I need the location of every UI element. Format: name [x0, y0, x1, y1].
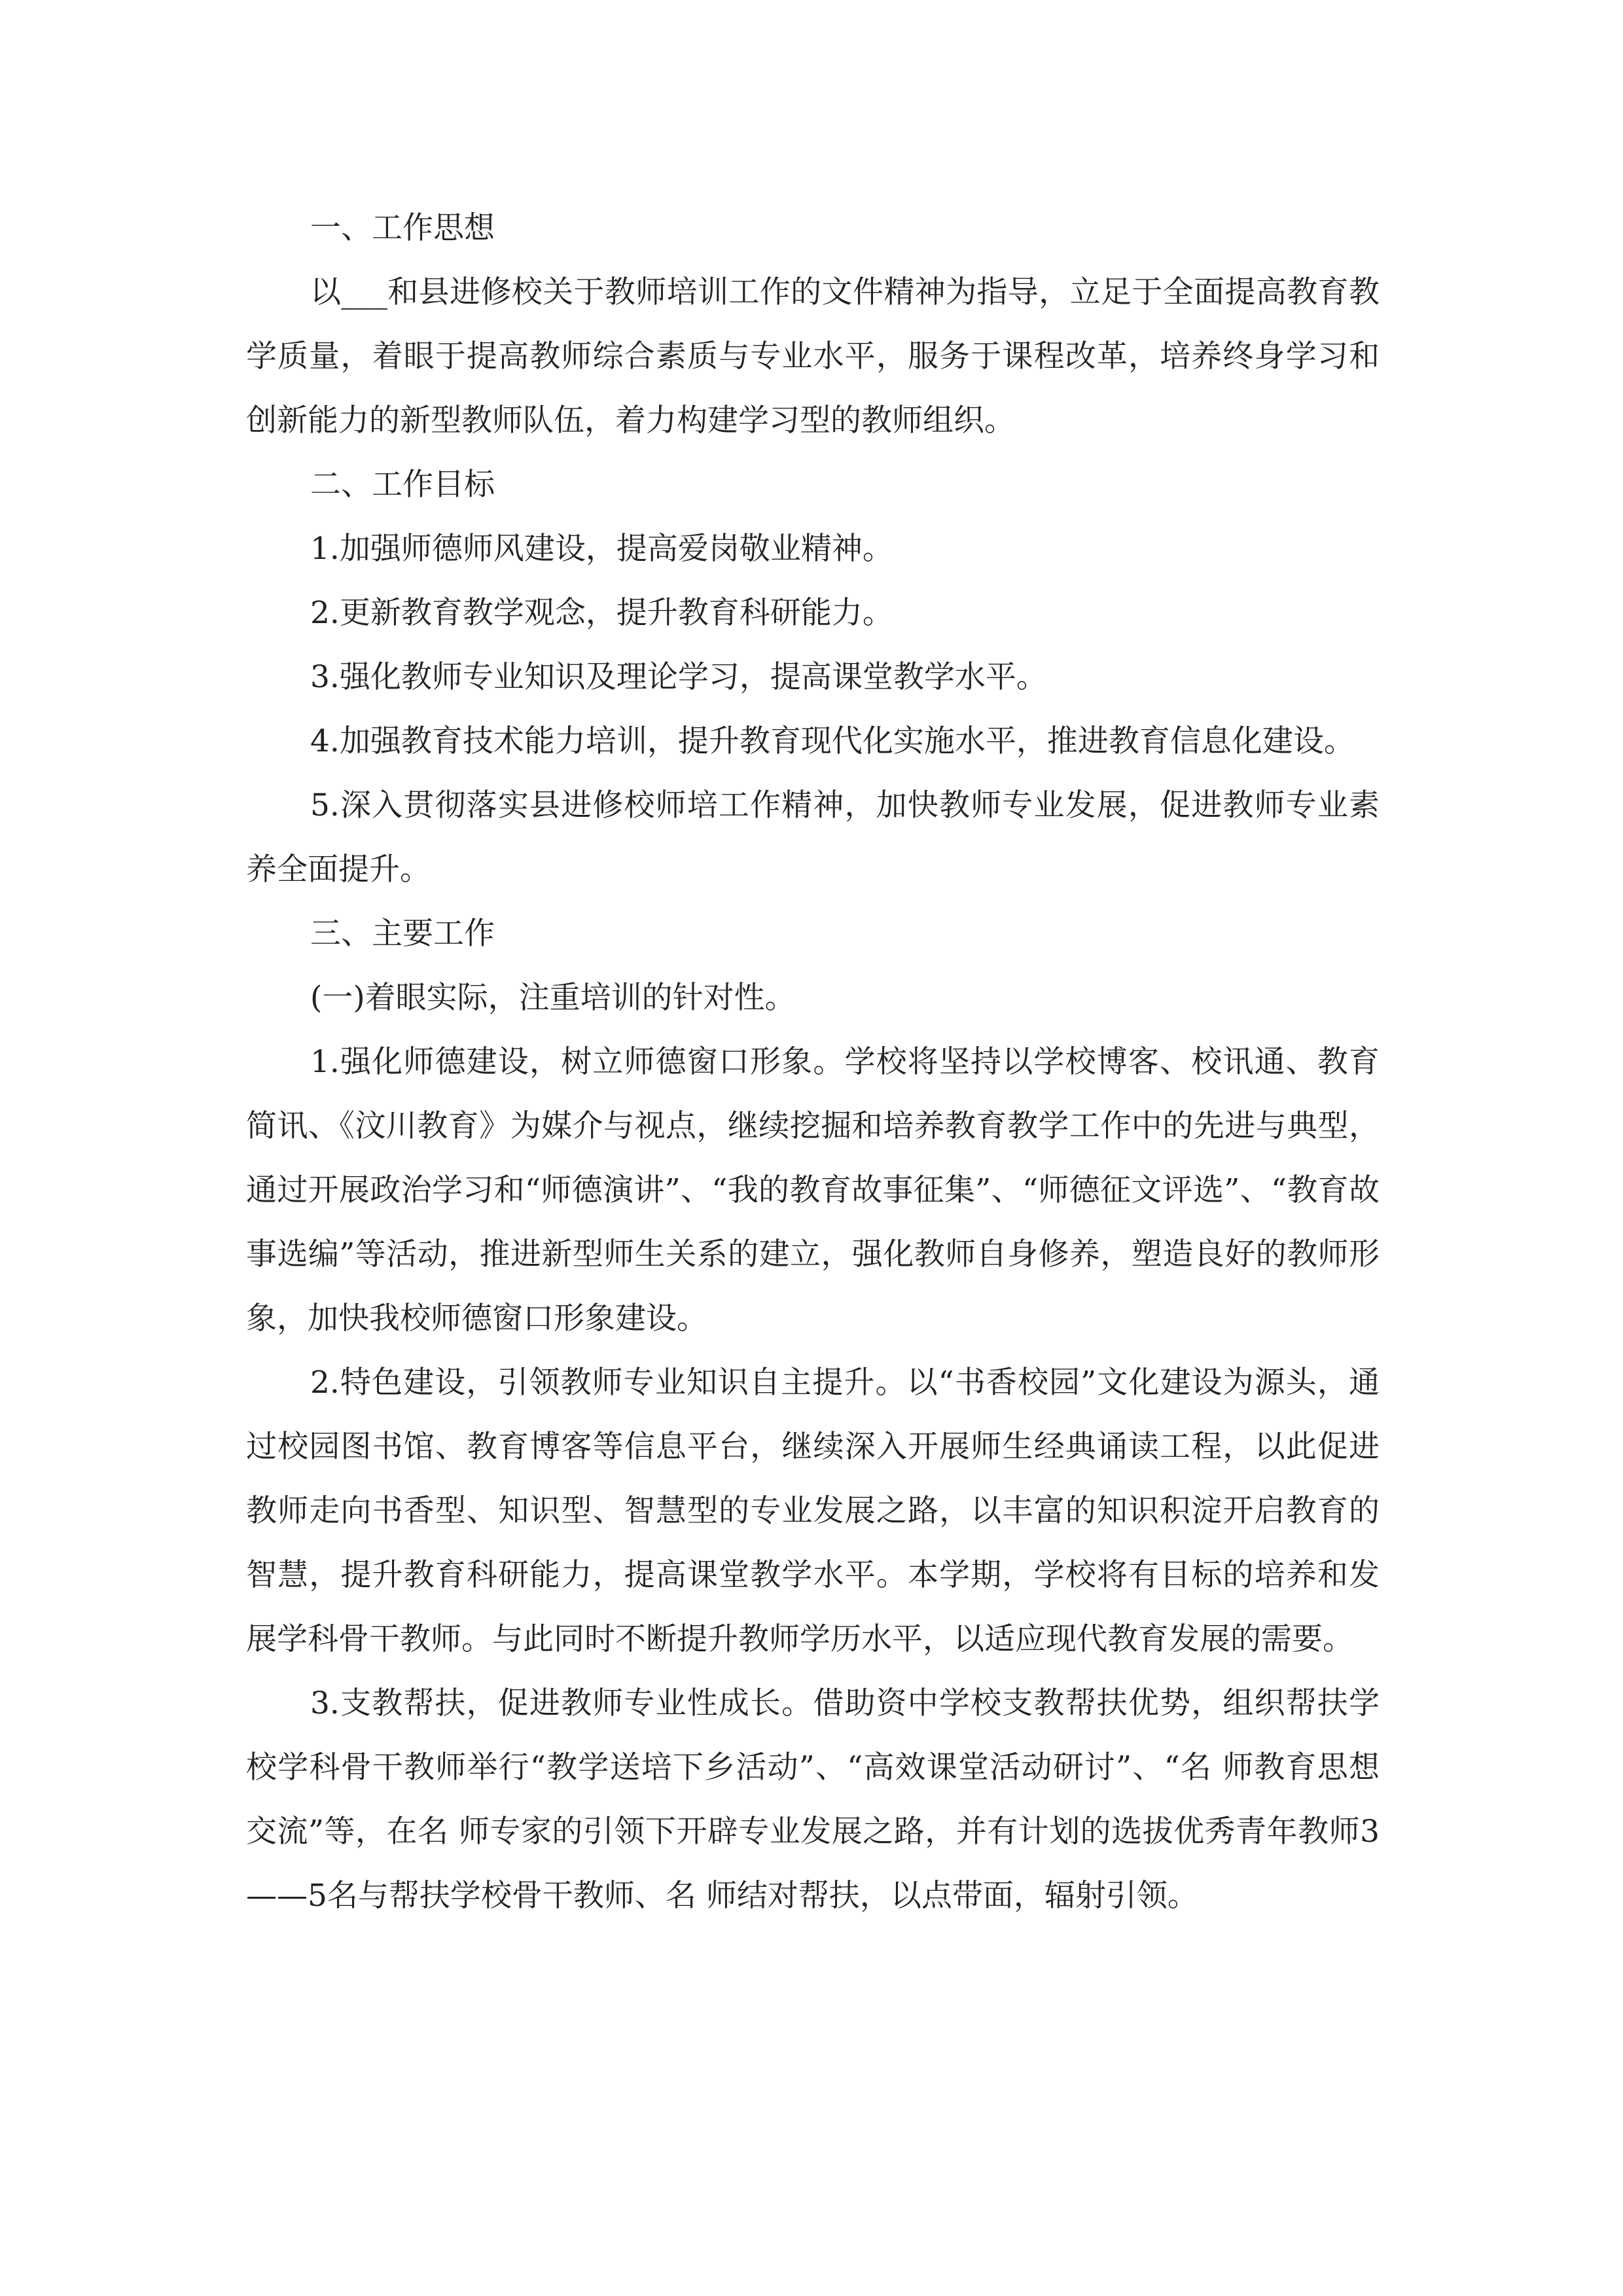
subheading-practical-focus: (一)着眼实际，注重培训的针对性。	[310, 980, 796, 1016]
heading-work-thought: 一、工作思想	[310, 210, 495, 246]
heading-work-goals: 二、工作目标	[310, 467, 495, 503]
goal-item-1: 1.加强师德师风建设，提高爱岗敬业精神。	[310, 531, 893, 567]
goal-item-4: 4.加强教育技术能力培训，提升教育现代化实施水平，推进教育信息化建设。	[310, 723, 1355, 759]
goal-item-2: 2.更新教育教学观念，提升教育科研能力。	[310, 595, 893, 631]
paragraph-work-thought: 以___和县进修校关于教师培训工作的文件精神为指导，立足于全面提高教育教学质量，着眼于提高教师综合素质与专业水平，服务于课程改革，培养终身学习和创新能力的新型教师队伍，着力构建学习型的教师组织。	[246, 274, 1380, 439]
goal-item-5: 5.深入贯彻落实县进修校师培工作精神，加快教师专业发展，促进教师专业素养全面提升。	[246, 787, 1380, 888]
work-item-3: 3.支教帮扶，促进教师专业性成长。借助资中学校支教帮扶优势，组织帮扶学校学科骨干教师举行“教学送培下乡活动”、“高效课堂活动研讨”、“名 师教育思想交流”等，在名 师专家的引领下开辟专业发展之路，并有计划的选拔优秀青年教师3——5名与帮扶学校骨干教师、名 师结对帮扶，以点带面，辐射引领。	[246, 1685, 1380, 1914]
work-item-1: 1.强化师德建设，树立师德窗口形象。学校将坚持以学校博客、校讯通、教育简讯、《汶川教育》为媒介与视点，继续挖掘和培养教育教学工作中的先进与典型，通过开展政治学习和“师德演讲”、“我的教育故事征集”、“师德征文评选”、“教育故事选编”等活动，推进新型师生关系的建立，强化教师自身修养，塑造良好的教师形象，加快我校师德窗口形象建设。	[246, 1044, 1380, 1336]
document-body	[246, 196, 1380, 1928]
work-item-2: 2.特色建设，引领教师专业知识自主提升。以“书香校园”文化建设为源头，通过校园图书馆、教育博客等信息平台，继续深入开展师生经典诵读工程，以此促进教师走向书香型、知识型、智慧型的专业发展之路，以丰富的知识积淀开启教育的智慧，提升教育科研能力，提高课堂教学水平。本学期，学校将有目标的培养和发展学科骨干教师。与此同时不断提升教师学历水平，以适应现代教育发展的需要。	[246, 1365, 1380, 1657]
goal-item-3: 3.强化教师专业知识及理论学习，提高课堂教学水平。	[310, 659, 1047, 695]
heading-main-work: 三、主要工作	[310, 916, 495, 952]
